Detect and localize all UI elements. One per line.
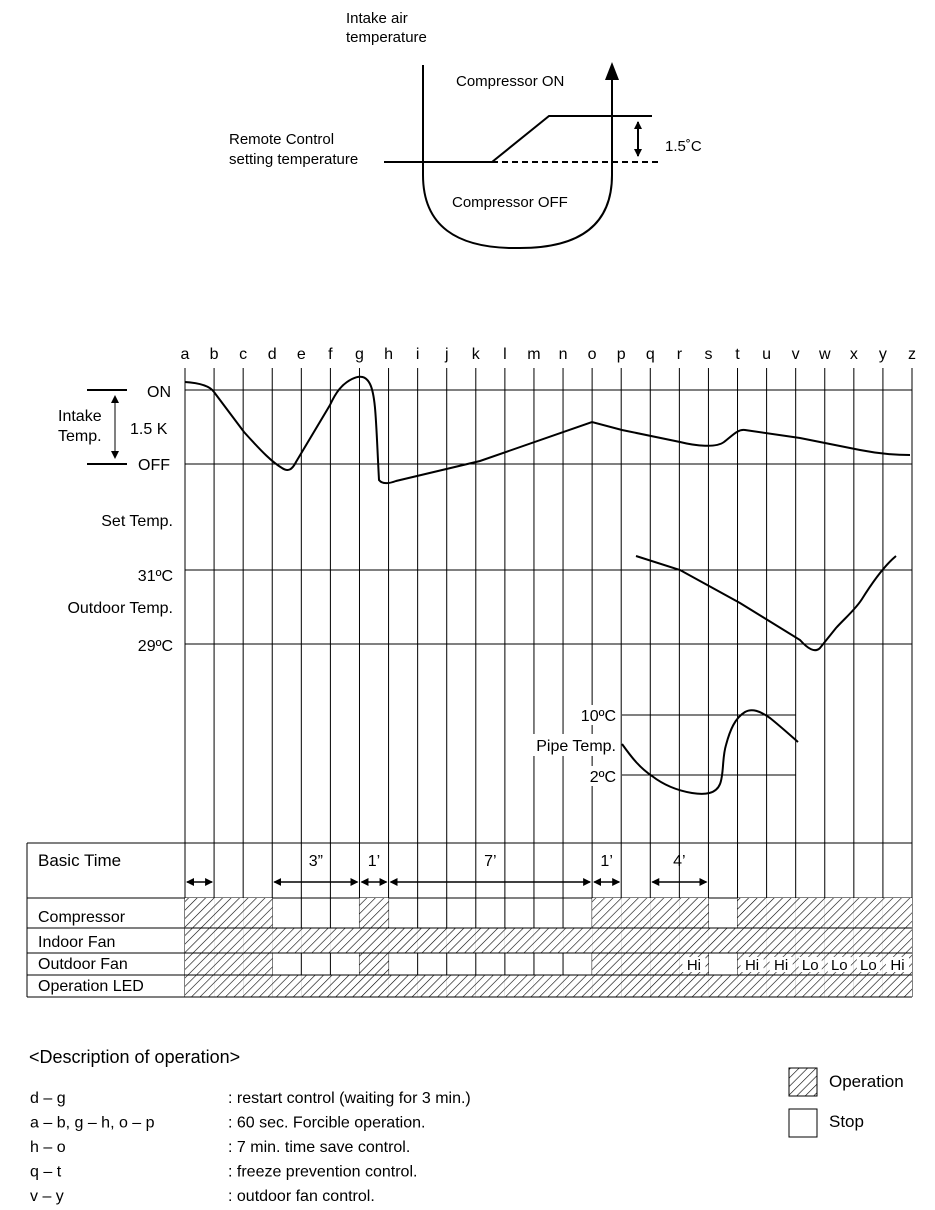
operation-led-op-cell xyxy=(767,975,796,997)
column-letter-b: b xyxy=(209,346,219,363)
column-letter-a: a xyxy=(180,346,190,363)
column-letter-v: v xyxy=(791,346,800,363)
legend-stop-label: Stop xyxy=(829,1112,864,1131)
operation-led-op-cell xyxy=(854,975,883,997)
column-letters xyxy=(181,346,916,363)
time-label-2: 7’ xyxy=(484,853,497,870)
description-text-0: : restart control (waiting for 3 min.) xyxy=(228,1090,471,1107)
operation-led-op-cell xyxy=(534,975,563,997)
operation-led-op-cell xyxy=(708,975,737,997)
operation-led-op-cell xyxy=(592,975,621,997)
column-letter-z: z xyxy=(908,346,916,363)
column-letter-w: w xyxy=(818,346,831,363)
intake-temp-label-1: Intake xyxy=(58,408,102,425)
outdoor-fan-op-cell xyxy=(185,953,214,975)
column-letter-m: m xyxy=(527,346,541,363)
pipe-temp-label: Pipe Temp. xyxy=(536,738,616,755)
operation-led-op-cell xyxy=(301,975,330,997)
indoor-fan-op-cell xyxy=(243,928,272,953)
description-list xyxy=(30,1090,471,1205)
column-letter-x: x xyxy=(849,346,858,363)
time-label-4: 4’ xyxy=(673,853,686,870)
column-letter-c: c xyxy=(239,346,248,363)
description-range-3: q – t xyxy=(30,1163,62,1181)
column-letter-l: l xyxy=(503,346,507,363)
indoor-fan-op-cell xyxy=(330,928,359,953)
column-letter-n: n xyxy=(558,346,568,363)
indoor-fan-op-cell xyxy=(738,928,767,953)
indoor-fan-row-label: Indoor Fan xyxy=(38,934,116,951)
outdoor-fan-row-label: Outdoor Fan xyxy=(38,956,128,973)
hysteresis-loop xyxy=(423,65,612,248)
outdoor-fan-op-cell xyxy=(650,953,679,975)
operation-led-op-cell xyxy=(359,975,388,997)
column-letter-o: o xyxy=(587,346,597,363)
hysteresis-label: 1.5˚C xyxy=(665,138,702,155)
description-title: <Description of operation> xyxy=(29,1047,241,1067)
compressor-op-cell xyxy=(650,898,679,928)
compressor-op-cell xyxy=(854,898,883,928)
column-letter-p: p xyxy=(616,346,626,363)
column-letter-f: f xyxy=(328,346,333,363)
indoor-fan-op-cell xyxy=(214,928,243,953)
column-letter-i: i xyxy=(415,346,420,363)
outdoor-fan-op-cell xyxy=(243,953,272,975)
threshold-path xyxy=(492,116,652,162)
operation-led-op-cell xyxy=(650,975,679,997)
operation-led-op-cell xyxy=(738,975,767,997)
legend-operation-swatch xyxy=(789,1068,817,1096)
operation-led-op-cell xyxy=(796,975,825,997)
legend xyxy=(789,1068,904,1137)
compressor-op-cell xyxy=(185,898,214,928)
indoor-fan-op-cell xyxy=(301,928,330,953)
outdoor-fan-speed-label: Hi xyxy=(774,957,789,974)
operation-led-op-cell xyxy=(272,975,301,997)
compressor-op-cell xyxy=(883,898,912,928)
operation-rows xyxy=(27,898,912,997)
pipe-2-label: 2ºC xyxy=(589,769,616,786)
time-label-0: 3” xyxy=(308,853,323,870)
indoor-fan-op-cell xyxy=(563,928,592,953)
description-section xyxy=(29,1047,471,1205)
operation-led-op-cell xyxy=(563,975,592,997)
band-label: 1.5 K xyxy=(130,421,168,438)
column-letter-j: j xyxy=(444,346,449,363)
pipe-10-label: 10ºC xyxy=(580,708,616,725)
column-letter-d: d xyxy=(267,346,277,363)
indoor-fan-op-cell xyxy=(359,928,388,953)
outdoor-fan-op-cell xyxy=(592,953,621,975)
operation-led-op-cell xyxy=(883,975,912,997)
column-letter-s: s xyxy=(704,346,713,363)
time-label-3: 1’ xyxy=(600,853,613,870)
column-letter-u: u xyxy=(762,346,772,363)
indoor-fan-op-cell xyxy=(796,928,825,953)
indoor-fan-op-cell xyxy=(418,928,447,953)
compressor-op-cell xyxy=(359,898,388,928)
description-text-3: : freeze prevention control. xyxy=(228,1163,418,1181)
indoor-fan-op-cell xyxy=(272,928,301,953)
indoor-fan-op-cell xyxy=(883,928,912,953)
indoor-fan-op-cell xyxy=(447,928,476,953)
intake-air-label-1: Intake air xyxy=(346,10,408,27)
indoor-fan-op-cell xyxy=(854,928,883,953)
compressor-op-cell xyxy=(767,898,796,928)
pipe-temp-curve xyxy=(622,710,798,794)
outdoor-fan-op-cell xyxy=(359,953,388,975)
outdoor-fan-speed-label: Lo xyxy=(801,957,819,974)
indoor-fan-op-cell xyxy=(767,928,796,953)
basic-time-label: Basic Time xyxy=(38,851,122,870)
remote-setting-label-1: Remote Control xyxy=(229,131,335,148)
compressor-op-cell xyxy=(738,898,767,928)
operation-led-op-cell xyxy=(330,975,359,997)
temp-31-label: 31ºC xyxy=(137,568,173,585)
indoor-fan-op-cell xyxy=(825,928,854,953)
compressor-op-cell xyxy=(796,898,825,928)
timing-chart xyxy=(27,346,916,997)
remote-setting-label-2: setting temperature xyxy=(229,151,359,168)
intake-temp-curve xyxy=(185,377,910,483)
on-label: ON xyxy=(147,384,171,401)
outdoor-fan-speed-label: Hi xyxy=(686,957,701,974)
operation-led-op-cell xyxy=(476,975,505,997)
legend-stop-swatch xyxy=(789,1109,817,1137)
operation-led-op-cell xyxy=(679,975,708,997)
operation-led-op-cell xyxy=(447,975,476,997)
indoor-fan-op-cell xyxy=(621,928,650,953)
compressor-op-cell xyxy=(214,898,243,928)
compressor-off-label: Compressor OFF xyxy=(452,194,568,211)
outdoor-fan-speed-label: Lo xyxy=(860,957,877,974)
column-letter-t: t xyxy=(735,346,740,363)
column-letter-h: h xyxy=(384,346,394,363)
compressor-op-cell xyxy=(592,898,621,928)
description-range-1: a – b, g – h, o – p xyxy=(30,1114,155,1132)
indoor-fan-op-cell xyxy=(505,928,534,953)
time-label-1: 1’ xyxy=(367,853,381,870)
outdoor-fan-speed-label: Hi xyxy=(744,957,760,974)
temp-29-label: 29ºC xyxy=(137,638,173,655)
operation-led-op-cell xyxy=(214,975,243,997)
description-range-4: v – y xyxy=(30,1188,64,1205)
column-letter-q: q xyxy=(645,346,655,363)
column-letter-r: r xyxy=(676,346,683,363)
intake-temp-label-2: Temp. xyxy=(58,428,102,445)
description-range-2: h – o xyxy=(30,1139,66,1156)
outdoor-fan-op-cell xyxy=(214,953,243,975)
indoor-fan-op-cell xyxy=(592,928,621,953)
indoor-fan-op-cell xyxy=(650,928,679,953)
set-temp-label: Set Temp. xyxy=(101,513,173,530)
compressor-op-cell xyxy=(621,898,650,928)
outdoor-fan-op-cell xyxy=(621,953,650,975)
outdoor-fan-speed-label: Lo xyxy=(830,957,848,974)
legend-operation-label: Operation xyxy=(829,1072,904,1091)
up-arrow-head xyxy=(605,62,619,80)
intake-air-label-2: temperature xyxy=(346,29,427,46)
column-letter-k: k xyxy=(471,346,480,363)
threshold-diagram xyxy=(229,10,702,248)
operation-led-op-cell xyxy=(389,975,418,997)
operation-led-op-cell xyxy=(825,975,854,997)
compressor-op-cell xyxy=(243,898,272,928)
column-letter-e: e xyxy=(296,346,306,363)
indoor-fan-op-cell xyxy=(389,928,418,953)
description-range-0: d – g xyxy=(30,1090,66,1107)
compressor-row-label: Compressor xyxy=(38,909,126,926)
operation-led-op-cell xyxy=(418,975,447,997)
indoor-fan-op-cell xyxy=(476,928,505,953)
compressor-op-cell xyxy=(825,898,854,928)
operation-led-op-cell xyxy=(243,975,272,997)
operation-led-op-cell xyxy=(185,975,214,997)
indoor-fan-op-cell xyxy=(708,928,737,953)
operation-led-row-label: Operation LED xyxy=(38,978,144,995)
indoor-fan-op-cell xyxy=(534,928,563,953)
operation-led-op-cell xyxy=(621,975,650,997)
description-text-1: : 60 sec. Forcible operation. xyxy=(228,1114,426,1132)
outdoor-fan-speed-label: Hi xyxy=(890,957,905,974)
compressor-on-label: Compressor ON xyxy=(456,73,565,90)
operation-led-op-cell xyxy=(505,975,534,997)
outdoor-temp-label: Outdoor Temp. xyxy=(67,600,173,617)
description-text-2: : 7 min. time save control. xyxy=(228,1139,411,1156)
column-letter-g: g xyxy=(355,346,364,363)
description-text-4: : outdoor fan control. xyxy=(228,1188,375,1205)
column-letter-y: y xyxy=(878,346,887,363)
indoor-fan-op-cell xyxy=(679,928,708,953)
compressor-op-cell xyxy=(679,898,708,928)
off-label: OFF xyxy=(138,457,170,474)
indoor-fan-op-cell xyxy=(185,928,214,953)
